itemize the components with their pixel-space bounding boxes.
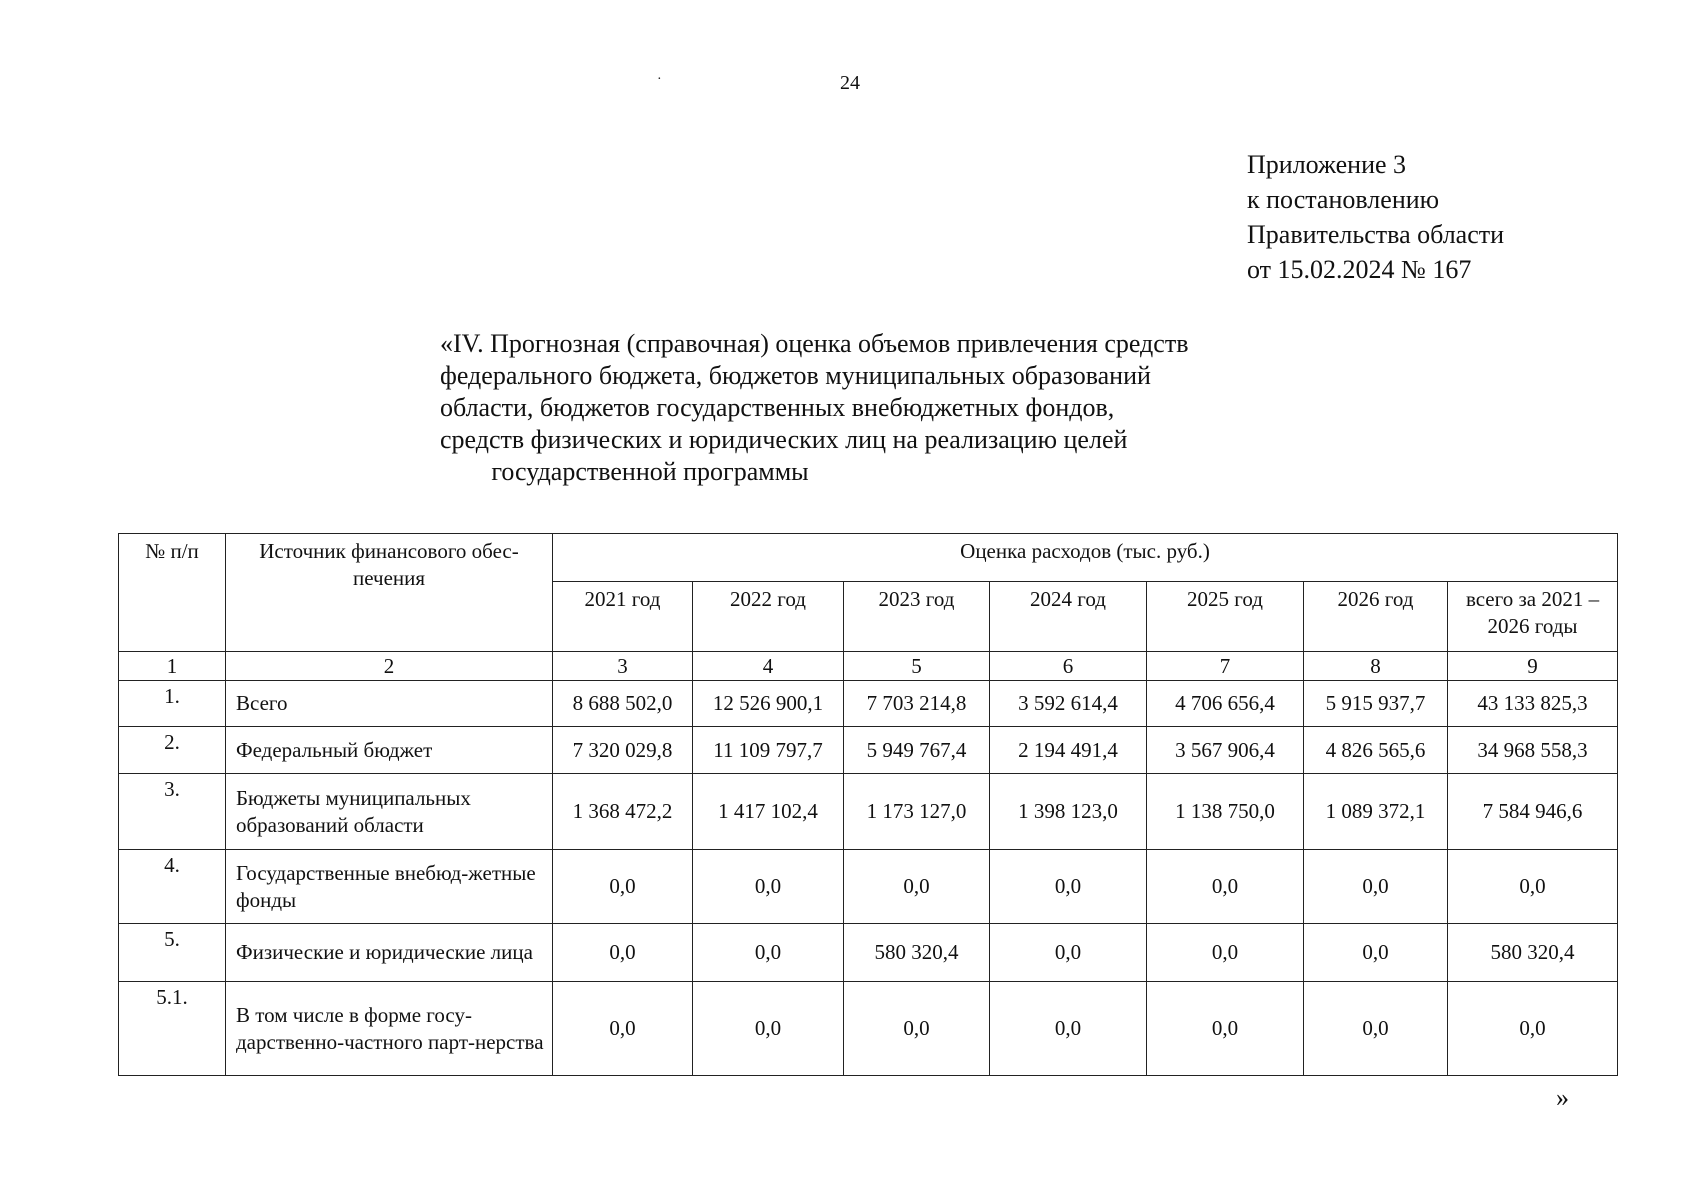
column-index-row <box>119 652 1618 681</box>
table-row <box>119 774 1618 850</box>
row-value: 5 915 937,7 <box>1304 681 1448 727</box>
financing-table <box>118 533 1618 1076</box>
row-source: Всего <box>226 681 553 727</box>
column-index: 4 <box>693 652 844 681</box>
row-source: Федеральный бюджет <box>226 727 553 774</box>
table-row <box>119 982 1618 1076</box>
row-value: 0,0 <box>553 850 693 924</box>
row-value: 5 949 767,4 <box>844 727 990 774</box>
row-value: 1 138 750,0 <box>1147 774 1304 850</box>
row-source: В том числе в форме госу-дарственно-частного парт-нерства <box>226 982 553 1076</box>
title-line: «IV. Прогнозная (справочная) оценка объемов привлечения средств <box>440 329 1189 358</box>
row-value: 0,0 <box>1304 850 1448 924</box>
row-value: 0,0 <box>1147 850 1304 924</box>
table-row <box>119 681 1618 727</box>
table-row <box>119 850 1618 924</box>
header-year: 2024 год <box>990 582 1147 652</box>
row-source: Государственные внебюд-жетные фонды <box>226 850 553 924</box>
column-index: 2 <box>226 652 553 681</box>
row-total: 7 584 946,6 <box>1448 774 1618 850</box>
row-value: 0,0 <box>990 924 1147 982</box>
header-num: № п/п <box>119 534 226 652</box>
header-year: 2025 год <box>1147 582 1304 652</box>
row-value: 0,0 <box>844 850 990 924</box>
row-value: 0,0 <box>990 850 1147 924</box>
row-total: 43 133 825,3 <box>1448 681 1618 727</box>
header-year: 2023 год <box>844 582 990 652</box>
row-value: 4 706 656,4 <box>1147 681 1304 727</box>
column-index: 6 <box>990 652 1147 681</box>
appendix-line: к постановлению <box>1247 185 1440 214</box>
column-index: 1 <box>119 652 226 681</box>
row-total: 0,0 <box>1448 850 1618 924</box>
header-source: Источник финансового обес-печения <box>226 534 553 652</box>
row-value: 0,0 <box>844 982 990 1076</box>
row-total: 34 968 558,3 <box>1448 727 1618 774</box>
row-value: 0,0 <box>1147 982 1304 1076</box>
row-value: 7 703 214,8 <box>844 681 990 727</box>
column-index: 9 <box>1448 652 1618 681</box>
column-index: 3 <box>553 652 693 681</box>
row-value: 3 592 614,4 <box>990 681 1147 727</box>
header-estimate: Оценка расходов (тыс. руб.) <box>553 534 1618 582</box>
header-year: 2021 год <box>553 582 693 652</box>
row-value: 11 109 797,7 <box>693 727 844 774</box>
row-source: Физические и юридические лица <box>226 924 553 982</box>
scan-dot: · <box>657 72 662 87</box>
table-row <box>119 924 1618 982</box>
row-value: 0,0 <box>693 850 844 924</box>
appendix-block <box>1247 147 1504 287</box>
section-title <box>440 328 1189 488</box>
header-year: 2022 год <box>693 582 844 652</box>
row-value: 4 826 565,6 <box>1304 727 1448 774</box>
row-value: 0,0 <box>990 982 1147 1076</box>
row-value: 1 173 127,0 <box>844 774 990 850</box>
row-value: 7 320 029,8 <box>553 727 693 774</box>
row-total: 0,0 <box>1448 982 1618 1076</box>
column-index: 7 <box>1147 652 1304 681</box>
row-value: 0,0 <box>693 924 844 982</box>
row-value: 2 194 491,4 <box>990 727 1147 774</box>
title-line: области, бюджетов государственных внебюджетных фондов, <box>440 393 1115 422</box>
row-value: 1 417 102,4 <box>693 774 844 850</box>
row-value: 0,0 <box>553 924 693 982</box>
header-year: 2026 год <box>1304 582 1448 652</box>
row-number: 2. <box>119 727 226 774</box>
row-value: 1 398 123,0 <box>990 774 1147 850</box>
title-line: государственной программы <box>491 457 809 486</box>
row-value: 1 089 372,1 <box>1304 774 1448 850</box>
row-number: 4. <box>119 850 226 924</box>
row-value: 0,0 <box>1304 924 1448 982</box>
appendix-line: Правительства области <box>1247 220 1505 249</box>
title-line: федерального бюджета, бюджетов муниципальных образований <box>440 361 1151 390</box>
row-total: 580 320,4 <box>1448 924 1618 982</box>
row-value: 0,0 <box>1304 982 1448 1076</box>
row-value: 12 526 900,1 <box>693 681 844 727</box>
row-number: 5. <box>119 924 226 982</box>
row-value: 580 320,4 <box>844 924 990 982</box>
row-value: 0,0 <box>693 982 844 1076</box>
row-value: 1 368 472,2 <box>553 774 693 850</box>
row-value: 8 688 502,0 <box>553 681 693 727</box>
row-number: 1. <box>119 681 226 727</box>
table-header-row <box>119 534 1618 582</box>
row-number: 5.1. <box>119 982 226 1076</box>
row-value: 3 567 906,4 <box>1147 727 1304 774</box>
page-number: 24 <box>840 72 860 94</box>
header-total: всего за 2021 – 2026 годы <box>1448 582 1618 652</box>
row-number: 3. <box>119 774 226 850</box>
row-source: Бюджеты муниципальных образований области <box>226 774 553 850</box>
appendix-line: Приложение 3 <box>1247 150 1407 179</box>
table-row <box>119 727 1618 774</box>
column-index: 8 <box>1304 652 1448 681</box>
closing-quote: » <box>1556 1083 1569 1112</box>
row-value: 0,0 <box>553 982 693 1076</box>
column-index: 5 <box>844 652 990 681</box>
row-value: 0,0 <box>1147 924 1304 982</box>
title-line: средств физических и юридических лиц на реализацию целей <box>440 425 1128 454</box>
appendix-line: от 15.02.2024 № 167 <box>1247 255 1472 284</box>
